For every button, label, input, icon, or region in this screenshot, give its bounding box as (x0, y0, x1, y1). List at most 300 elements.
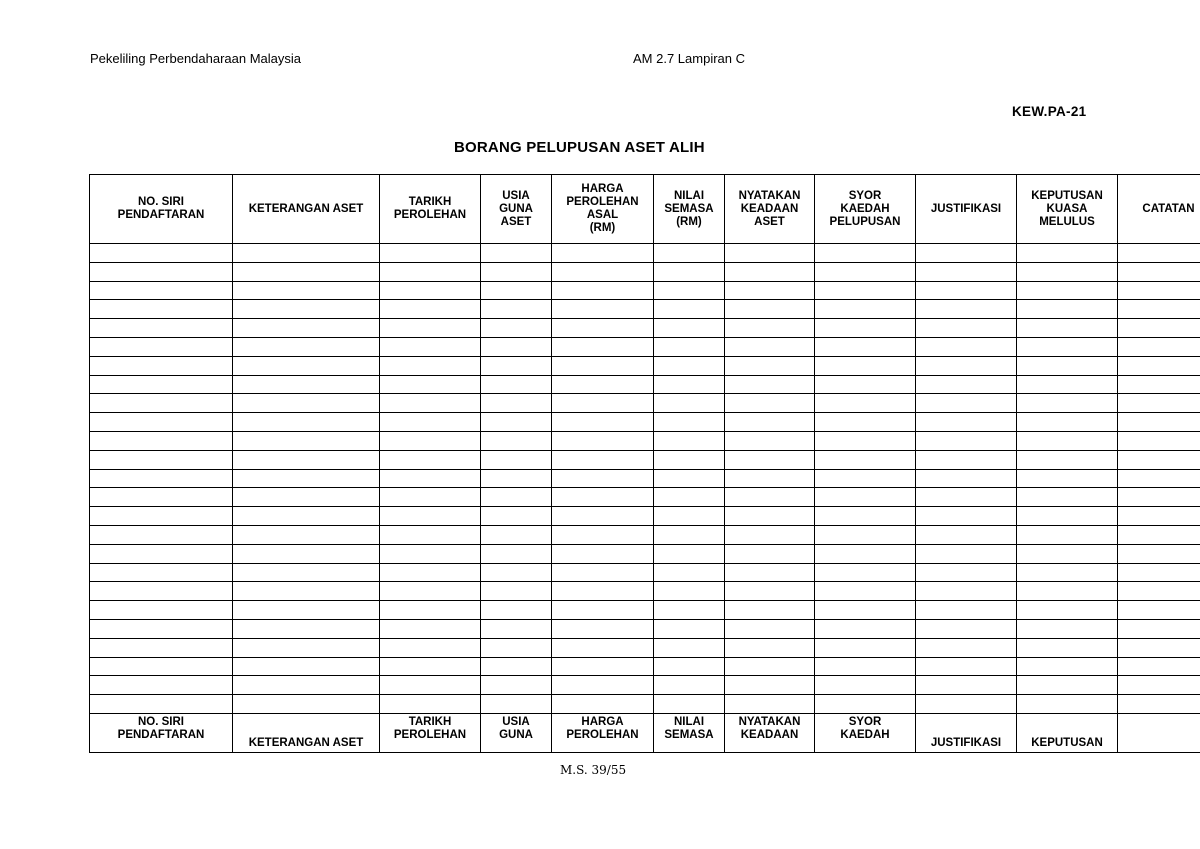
table-cell[interactable] (380, 525, 481, 544)
table-cell[interactable] (552, 356, 654, 375)
table-row (90, 619, 1200, 638)
table-cell[interactable] (1118, 413, 1200, 432)
table-cell[interactable] (815, 244, 916, 263)
table-cell[interactable] (1118, 695, 1200, 714)
table-cell[interactable] (815, 638, 916, 657)
table-cell[interactable] (90, 676, 233, 695)
table-cell[interactable] (916, 638, 1017, 657)
table-cell[interactable] (90, 413, 233, 432)
table-cell[interactable] (481, 638, 552, 657)
table-cell[interactable] (1017, 394, 1118, 413)
table-cell[interactable] (233, 337, 380, 356)
table-cell[interactable] (725, 695, 815, 714)
table-cell[interactable] (916, 300, 1017, 319)
table-cell[interactable] (815, 676, 916, 695)
table-cell[interactable] (552, 450, 654, 469)
table-cell[interactable] (1118, 544, 1200, 563)
table-cell[interactable] (725, 488, 815, 507)
table-cell[interactable] (90, 394, 233, 413)
table-cell[interactable] (1118, 450, 1200, 469)
table-cell[interactable] (233, 394, 380, 413)
table-cell[interactable] (552, 394, 654, 413)
table-cell[interactable] (380, 601, 481, 620)
table-cell[interactable] (380, 488, 481, 507)
table-cell[interactable] (481, 601, 552, 620)
table-cell[interactable] (815, 619, 916, 638)
table-cell[interactable] (654, 582, 725, 601)
form-code: KEW.PA-21 (1012, 104, 1087, 119)
table-cell[interactable] (552, 507, 654, 526)
table-cell[interactable] (654, 601, 725, 620)
table-cell[interactable] (815, 469, 916, 488)
table-cell[interactable] (654, 319, 725, 338)
column-header: NILAI SEMASA (RM) (654, 175, 725, 244)
table-cell[interactable] (552, 319, 654, 338)
table-cell[interactable] (552, 469, 654, 488)
table-cell[interactable] (654, 469, 725, 488)
table-cell[interactable] (1017, 356, 1118, 375)
table-cell[interactable] (233, 657, 380, 676)
table-cell[interactable] (1118, 657, 1200, 676)
table-cell[interactable] (725, 356, 815, 375)
table-cell[interactable] (815, 337, 916, 356)
table-row (90, 394, 1200, 413)
table-cell[interactable] (654, 450, 725, 469)
table-cell[interactable] (481, 300, 552, 319)
table-cell[interactable] (654, 244, 725, 263)
table-cell[interactable] (233, 563, 380, 582)
table-cell[interactable] (1118, 619, 1200, 638)
table-cell[interactable] (380, 244, 481, 263)
column-header: NYATAKAN KEADAAN ASET (725, 175, 815, 244)
table-cell[interactable] (380, 337, 481, 356)
table-cell[interactable] (725, 300, 815, 319)
table-cell[interactable] (916, 244, 1017, 263)
table-cell[interactable] (233, 676, 380, 695)
table-cell[interactable] (1017, 582, 1118, 601)
table-cell[interactable] (1017, 563, 1118, 582)
table-cell[interactable] (380, 507, 481, 526)
table-cell[interactable] (916, 450, 1017, 469)
table-cell[interactable] (815, 601, 916, 620)
table-cell[interactable] (481, 375, 552, 394)
table-cell[interactable] (380, 582, 481, 601)
table-cell[interactable] (815, 375, 916, 394)
table-cell[interactable] (654, 300, 725, 319)
table-cell[interactable] (654, 638, 725, 657)
table-cell[interactable] (1118, 469, 1200, 488)
table-cell[interactable] (233, 431, 380, 450)
table-cell[interactable] (725, 394, 815, 413)
table-cell[interactable] (233, 413, 380, 432)
table-cell[interactable] (481, 695, 552, 714)
table-cell[interactable] (380, 657, 481, 676)
table-cell[interactable] (481, 657, 552, 676)
table-cell[interactable] (90, 431, 233, 450)
table-cell[interactable] (481, 450, 552, 469)
table-cell[interactable] (815, 300, 916, 319)
table-cell[interactable] (233, 488, 380, 507)
table-cell[interactable] (552, 413, 654, 432)
table-cell[interactable] (90, 507, 233, 526)
table-cell[interactable] (916, 695, 1017, 714)
table-cell[interactable] (1118, 300, 1200, 319)
table-cell[interactable] (725, 262, 815, 281)
table-cell[interactable] (1118, 375, 1200, 394)
table-cell[interactable] (725, 244, 815, 263)
table-cell[interactable] (916, 281, 1017, 300)
table-cell[interactable] (815, 319, 916, 338)
table-row (90, 281, 1200, 300)
table-cell[interactable] (552, 281, 654, 300)
table-cell[interactable] (916, 262, 1017, 281)
table-cell[interactable] (725, 544, 815, 563)
table-cell[interactable] (654, 488, 725, 507)
table-cell[interactable] (481, 319, 552, 338)
table-cell[interactable] (916, 676, 1017, 695)
table-cell[interactable] (481, 413, 552, 432)
table-cell[interactable] (815, 582, 916, 601)
table-cell[interactable] (90, 375, 233, 394)
table-cell[interactable] (233, 300, 380, 319)
table-cell[interactable] (380, 431, 481, 450)
table-cell[interactable] (233, 601, 380, 620)
table-cell[interactable] (552, 582, 654, 601)
table-cell[interactable] (1017, 601, 1118, 620)
table-cell[interactable] (1118, 525, 1200, 544)
table-cell[interactable] (916, 507, 1017, 526)
table-cell[interactable] (552, 431, 654, 450)
table-cell[interactable] (233, 262, 380, 281)
table-cell[interactable] (481, 507, 552, 526)
table-cell[interactable] (916, 394, 1017, 413)
table-cell[interactable] (481, 431, 552, 450)
table-cell[interactable] (725, 319, 815, 338)
table-cell[interactable] (380, 619, 481, 638)
table-cell[interactable] (90, 319, 233, 338)
table-cell[interactable] (654, 337, 725, 356)
table-cell[interactable] (481, 337, 552, 356)
table-cell[interactable] (725, 450, 815, 469)
table-cell[interactable] (380, 375, 481, 394)
table-cell[interactable] (380, 413, 481, 432)
table-cell[interactable] (654, 262, 725, 281)
table-cell[interactable] (90, 262, 233, 281)
table-cell[interactable] (233, 469, 380, 488)
table-cell[interactable] (90, 244, 233, 263)
table-cell[interactable] (654, 431, 725, 450)
table-cell[interactable] (380, 281, 481, 300)
table-cell[interactable] (654, 281, 725, 300)
table-cell[interactable] (654, 413, 725, 432)
table-cell[interactable] (380, 638, 481, 657)
table-cell[interactable] (725, 431, 815, 450)
table-cell[interactable] (552, 676, 654, 695)
table-cell[interactable] (1017, 507, 1118, 526)
table-cell[interactable] (380, 695, 481, 714)
table-cell[interactable] (916, 525, 1017, 544)
column-header: HARGA PEROLEHAN ASAL (RM) (552, 175, 654, 244)
table-cell[interactable] (552, 375, 654, 394)
table-cell[interactable] (1017, 450, 1118, 469)
table-cell[interactable] (815, 525, 916, 544)
table-cell[interactable] (725, 657, 815, 676)
table-cell[interactable] (90, 300, 233, 319)
table-cell[interactable] (815, 431, 916, 450)
table-cell[interactable] (916, 488, 1017, 507)
table-cell[interactable] (552, 544, 654, 563)
table-cell[interactable] (1118, 337, 1200, 356)
table-cell[interactable] (815, 450, 916, 469)
table-cell[interactable] (916, 469, 1017, 488)
table-cell[interactable] (1017, 281, 1118, 300)
table-row (90, 450, 1200, 469)
table-cell[interactable] (1118, 244, 1200, 263)
table-cell[interactable] (1017, 638, 1118, 657)
table-cell[interactable] (233, 356, 380, 375)
table-cell[interactable] (380, 563, 481, 582)
table-cell[interactable] (1017, 544, 1118, 563)
table-cell[interactable] (481, 356, 552, 375)
table-cell[interactable] (233, 281, 380, 300)
table-cell[interactable] (552, 525, 654, 544)
table-cell[interactable] (90, 544, 233, 563)
table-cell[interactable] (1017, 676, 1118, 695)
table-cell[interactable] (552, 300, 654, 319)
table-cell[interactable] (233, 695, 380, 714)
table-cell[interactable] (815, 544, 916, 563)
column-header: NO. SIRI PENDAFTARAN (90, 175, 233, 244)
table-cell[interactable] (233, 244, 380, 263)
table-cell[interactable] (654, 507, 725, 526)
table-cell[interactable] (481, 281, 552, 300)
table-cell[interactable] (916, 601, 1017, 620)
table-cell[interactable] (1118, 507, 1200, 526)
table-cell[interactable] (380, 469, 481, 488)
table-cell[interactable] (90, 469, 233, 488)
table-cell[interactable] (233, 638, 380, 657)
table-row (90, 657, 1200, 676)
table-cell[interactable] (815, 262, 916, 281)
table-cell[interactable] (1118, 431, 1200, 450)
table-cell[interactable] (552, 488, 654, 507)
table-cell[interactable] (552, 601, 654, 620)
table-cell[interactable] (233, 319, 380, 338)
table-cell[interactable] (654, 375, 725, 394)
table-cell[interactable] (380, 676, 481, 695)
table-cell[interactable] (1017, 262, 1118, 281)
footer-cell: USIA GUNA (481, 713, 552, 752)
table-cell[interactable] (380, 544, 481, 563)
table-cell[interactable] (916, 563, 1017, 582)
table-cell[interactable] (380, 262, 481, 281)
table-cell[interactable] (725, 525, 815, 544)
footer-cell: SYOR KAEDAH (815, 713, 916, 752)
table-cell[interactable] (1017, 300, 1118, 319)
table-cell[interactable] (90, 563, 233, 582)
table-cell[interactable] (654, 563, 725, 582)
table-cell[interactable] (90, 695, 233, 714)
table-cell[interactable] (815, 507, 916, 526)
table-cell[interactable] (916, 375, 1017, 394)
table-cell[interactable] (552, 337, 654, 356)
table-cell[interactable] (654, 695, 725, 714)
table-cell[interactable] (90, 337, 233, 356)
table-cell[interactable] (1017, 375, 1118, 394)
table-cell[interactable] (654, 525, 725, 544)
table-cell[interactable] (380, 319, 481, 338)
table-cell[interactable] (654, 676, 725, 695)
table-cell[interactable] (380, 356, 481, 375)
table-cell[interactable] (552, 244, 654, 263)
table-cell[interactable] (725, 619, 815, 638)
table-cell[interactable] (481, 544, 552, 563)
table-cell[interactable] (1118, 582, 1200, 601)
table-cell[interactable] (1118, 638, 1200, 657)
table-cell[interactable] (725, 582, 815, 601)
table-cell[interactable] (380, 450, 481, 469)
table-cell[interactable] (1118, 262, 1200, 281)
table-cell[interactable] (1017, 319, 1118, 338)
table-cell[interactable] (725, 469, 815, 488)
footer-cell: NILAI SEMASA (654, 713, 725, 752)
table-row (90, 337, 1200, 356)
table-cell[interactable] (815, 394, 916, 413)
table-cell[interactable] (1017, 413, 1118, 432)
table-cell[interactable] (380, 300, 481, 319)
table-cell[interactable] (481, 676, 552, 695)
table-cell[interactable] (233, 619, 380, 638)
table-cell[interactable] (90, 582, 233, 601)
table-cell[interactable] (481, 244, 552, 263)
table-cell[interactable] (90, 450, 233, 469)
footer-cell: HARGA PEROLEHAN (552, 713, 654, 752)
table-cell[interactable] (916, 544, 1017, 563)
table-cell[interactable] (1118, 281, 1200, 300)
table-cell[interactable] (1118, 601, 1200, 620)
table-cell[interactable] (916, 657, 1017, 676)
table-row (90, 431, 1200, 450)
table-cell[interactable] (725, 563, 815, 582)
table-cell[interactable] (654, 619, 725, 638)
table-cell[interactable] (90, 488, 233, 507)
table-cell[interactable] (1118, 488, 1200, 507)
table-cell[interactable] (1118, 676, 1200, 695)
table-cell[interactable] (725, 281, 815, 300)
table-cell[interactable] (481, 469, 552, 488)
table-row (90, 544, 1200, 563)
table-cell[interactable] (725, 676, 815, 695)
table-cell[interactable] (481, 488, 552, 507)
table-cell[interactable] (725, 413, 815, 432)
table-cell[interactable] (481, 619, 552, 638)
table-cell[interactable] (1017, 431, 1118, 450)
table-cell[interactable] (481, 563, 552, 582)
table-cell[interactable] (552, 262, 654, 281)
table-cell[interactable] (233, 525, 380, 544)
table-cell[interactable] (481, 582, 552, 601)
column-header: SYOR KAEDAH PELUPUSAN (815, 175, 916, 244)
table-cell[interactable] (1017, 488, 1118, 507)
table-cell[interactable] (1118, 563, 1200, 582)
table-row (90, 469, 1200, 488)
table-cell[interactable] (233, 375, 380, 394)
table-cell[interactable] (654, 356, 725, 375)
table-cell[interactable] (1017, 695, 1118, 714)
table-cell[interactable] (552, 563, 654, 582)
table-cell[interactable] (1017, 619, 1118, 638)
table-cell[interactable] (1017, 657, 1118, 676)
table-cell[interactable] (916, 582, 1017, 601)
table-cell[interactable] (1118, 356, 1200, 375)
table-cell[interactable] (1017, 469, 1118, 488)
table-cell[interactable] (916, 337, 1017, 356)
table-cell[interactable] (916, 619, 1017, 638)
table-cell[interactable] (1017, 337, 1118, 356)
table-cell[interactable] (916, 413, 1017, 432)
table-cell[interactable] (552, 657, 654, 676)
table-cell[interactable] (725, 638, 815, 657)
table-cell[interactable] (1118, 319, 1200, 338)
table-cell[interactable] (90, 619, 233, 638)
table-cell[interactable] (552, 619, 654, 638)
table-cell[interactable] (233, 450, 380, 469)
table-cell[interactable] (725, 601, 815, 620)
table-cell[interactable] (90, 281, 233, 300)
table-cell[interactable] (815, 413, 916, 432)
table-cell[interactable] (233, 582, 380, 601)
table-cell[interactable] (815, 488, 916, 507)
table-cell[interactable] (1017, 525, 1118, 544)
asset-disposal-table (89, 174, 1200, 753)
table-cell[interactable] (481, 262, 552, 281)
table-cell[interactable] (90, 356, 233, 375)
table-cell[interactable] (90, 657, 233, 676)
table-cell[interactable] (916, 356, 1017, 375)
table-cell[interactable] (654, 394, 725, 413)
table-cell[interactable] (815, 356, 916, 375)
table-cell[interactable] (552, 695, 654, 714)
table-cell[interactable] (815, 563, 916, 582)
footer-cell: JUSTIFIKASI (916, 713, 1017, 752)
table-row (90, 695, 1200, 714)
table-cell[interactable] (380, 394, 481, 413)
table-cell[interactable] (725, 337, 815, 356)
footer-cell: KETERANGAN ASET (233, 713, 380, 752)
table-cell[interactable] (1017, 244, 1118, 263)
table-cell[interactable] (654, 657, 725, 676)
column-header: KEPUTUSAN KUASA MELULUS (1017, 175, 1118, 244)
table-cell[interactable] (481, 525, 552, 544)
table-cell[interactable] (90, 638, 233, 657)
table-cell[interactable] (916, 431, 1017, 450)
table-cell[interactable] (90, 525, 233, 544)
table-cell[interactable] (725, 375, 815, 394)
table-cell[interactable] (552, 638, 654, 657)
table-cell[interactable] (654, 544, 725, 563)
table-cell[interactable] (481, 394, 552, 413)
table-cell[interactable] (815, 281, 916, 300)
table-cell[interactable] (233, 507, 380, 526)
table-cell[interactable] (815, 657, 916, 676)
table-cell[interactable] (90, 601, 233, 620)
table-cell[interactable] (916, 319, 1017, 338)
table-cell[interactable] (1118, 394, 1200, 413)
table-cell[interactable] (233, 544, 380, 563)
table-body (90, 244, 1200, 714)
table-cell[interactable] (725, 507, 815, 526)
table-cell[interactable] (815, 695, 916, 714)
